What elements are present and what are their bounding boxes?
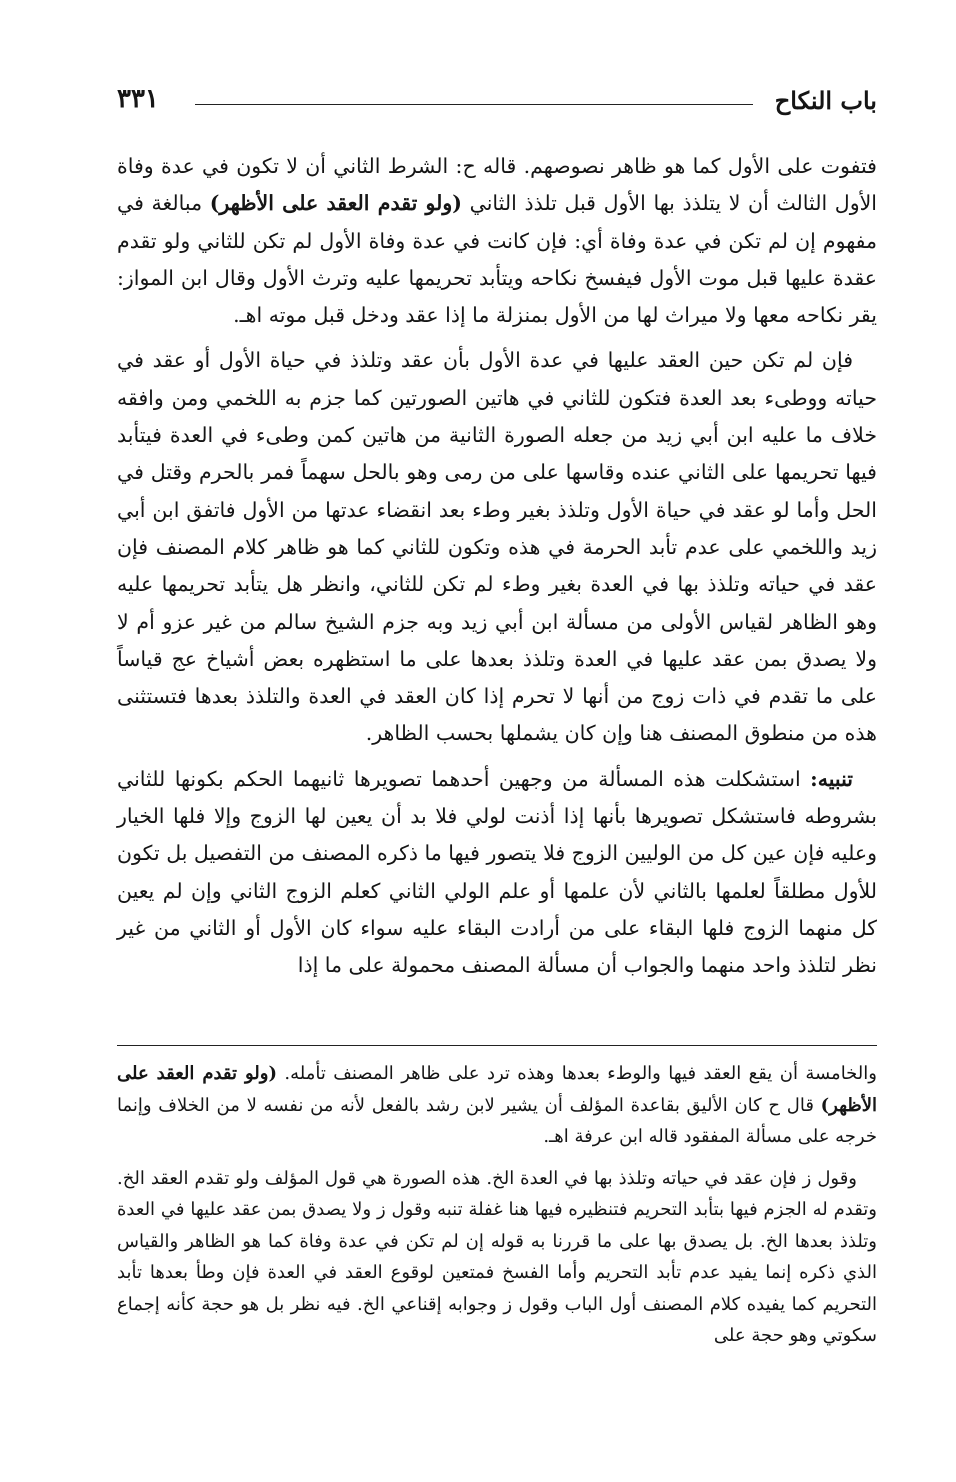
- main-paragraph-3-bold: تنبيه:: [810, 766, 853, 791]
- main-paragraph-1-rest: مبالغة في مفهوم إن لم تكن في عدة وفاة أي: فإن كانت في عدة وفاة الأول لم تكن للثاني ولو تقدم عقدة عليها قبل موت الأول فيفسخ نكاحه ويتأبد تحريمها عليه وترث الأول وقال ابن المواز: يقر نكاحه معها ولا ميراث لها من الأول بمنزلة ما إذا عقد ودخل قبل موته اهـ.: [117, 191, 877, 328]
- main-paragraph-2: فإن لم تكن حين العقد عليها في عدة الأول بأن عقد وتلذذ في حياة الأول أو عقد في حياته ووطىء بعد العدة فتكون للثاني في هاتين الصورتين كما جزم به اللخمي ومن وافقه خلاف ما عليه ابن أبي زيد من جعله الصورة الثانية من هاتين كمن وطىء في العدة فيتأبد فيها تحريمها على الثاني عنده وقاسها على من رمى وهو بالحل سهماً فمر بالحرم وقتل في الحل وأما لو عقد في حياة الأول وتلذذ بغير وطء بعد انقضاء عدتها من الأول فاتفق ابن أبي زيد واللخمي على عدم تأبد الحرمة في هذه وتكون للثاني كما هو ظاهر كلام المصنف فإن عقد في حياته وتلذذ بها في العدة بغير وطء لم تكن للثاني، وانظر هل يتأبد تحريمها عليه وهو الظاهر لقياس الأولى من مسألة ابن أبي زيد وبه جزم الشيخ سالم من غير عزو أم لا ولا يصدق بمن عقد عليها في العدة وتلذذ بعدها على ما استظهره بعض أشياخ عج قياساً على ما تقدم في ذات زوج من أنها لا تحرم إذا كان العقد في العدة والتلذذ بعدها فتستثنى هذه من منطوق المصنف هنا وإن كان يشملها بحسب الظاهر.: [117, 348, 877, 746]
- notes-rule: [117, 1045, 877, 1046]
- note-paragraph-1-bold: (ولو تقدم العقد على الأظهر): [117, 1063, 877, 1116]
- main-paragraph-1: [117, 148, 877, 334]
- running-title: باب النكاح: [774, 86, 877, 115]
- page-number: ٣٣١: [117, 84, 159, 114]
- note-paragraph-1: [117, 1058, 877, 1153]
- note-paragraph-2: وقول ز فإن عقد في حياته وتلذذ بها في العدة الخ. هذه الصورة هي قول المؤلف ولو تقدم العقد الخ. وتقدم له الجزم فيها بتأبد التحريم فتنظيره فيها هنا غفلة تنبه وقول ز ولا يصدق بمن عقد عليها في العدة وتلذذ بعدها الخ. بل يصدق بها على ما قررنا به قوله إن لم تكن في عدة وفاة كما هو الظاهر والقياس الذي ذكره إنما يفيد عدم تأبد التحريم وأما الفسخ فمتعين لوقوع العقد في العدة فإن وطأ بعدها تأبد التحريم كما يفيده كلام المصنف أول الباب وقول ز وجوابه إقناعي الخ. فيه نظر بل هو حجة كأنه إجماع سكوتي وهو حجة على: [117, 1167, 877, 1346]
- footnotes: [117, 1058, 877, 1362]
- main-paragraph-1-bold: (ولو تقدم العقد على الأظهر): [209, 191, 462, 216]
- note-paragraph-1-rest: قال ح كان الأليق بقاعدة المؤلف أن يشير لابن رشد بالفعل لأنه من نفسه لا من الخلاف وإنما خرجه على مسألة المفقود قاله ابن عرفة اهـ.: [117, 1094, 877, 1147]
- note-paragraph-1-text: والخامسة أن يقع العقد فيها والوطء بعدها وهذه ترد على ظاهر المصنف تأمله.: [284, 1063, 877, 1084]
- main-text: [117, 148, 877, 993]
- main-paragraph-3-text: استشكلت هذه المسألة من وجهين أحدهما تصويرها ثانيهما الحكم بكونها للثاني بشروطه فاستشكل تصويرها بأنها إذا أذنت لولي فلا بد أن يعين لها الزوج وإلا فلها الخيار وعليه فإن عين كل من الوليين الزوج فلا يتصور فيها ما ذكره المصنف من التفصيل بل تكون للأول مطلقاً لعلمها بالثاني لأن علمها أو علم الولي الثاني كعلم الزوج الثاني وإن لم يعين كل منهما الزوج فلها البقاء على من أرادت البقاء عليه سواء كان الأول أو الثاني من غير نظر لتلذذ واحد منهما والجواب أن مسألة المصنف محمولة على ما إذا: [117, 766, 877, 978]
- header-rule: [195, 104, 753, 105]
- main-paragraph-3: [117, 761, 877, 985]
- main-paragraph-1-text: فتفوت على الأول كما هو ظاهر نصوصهم. قاله ح: الشرط الثاني أن لا تكون في عدة وفاة الأول الثالث أن لا يتلذذ بها الأول قبل تلذذ الثاني: [117, 154, 877, 216]
- page-header: [117, 82, 877, 126]
